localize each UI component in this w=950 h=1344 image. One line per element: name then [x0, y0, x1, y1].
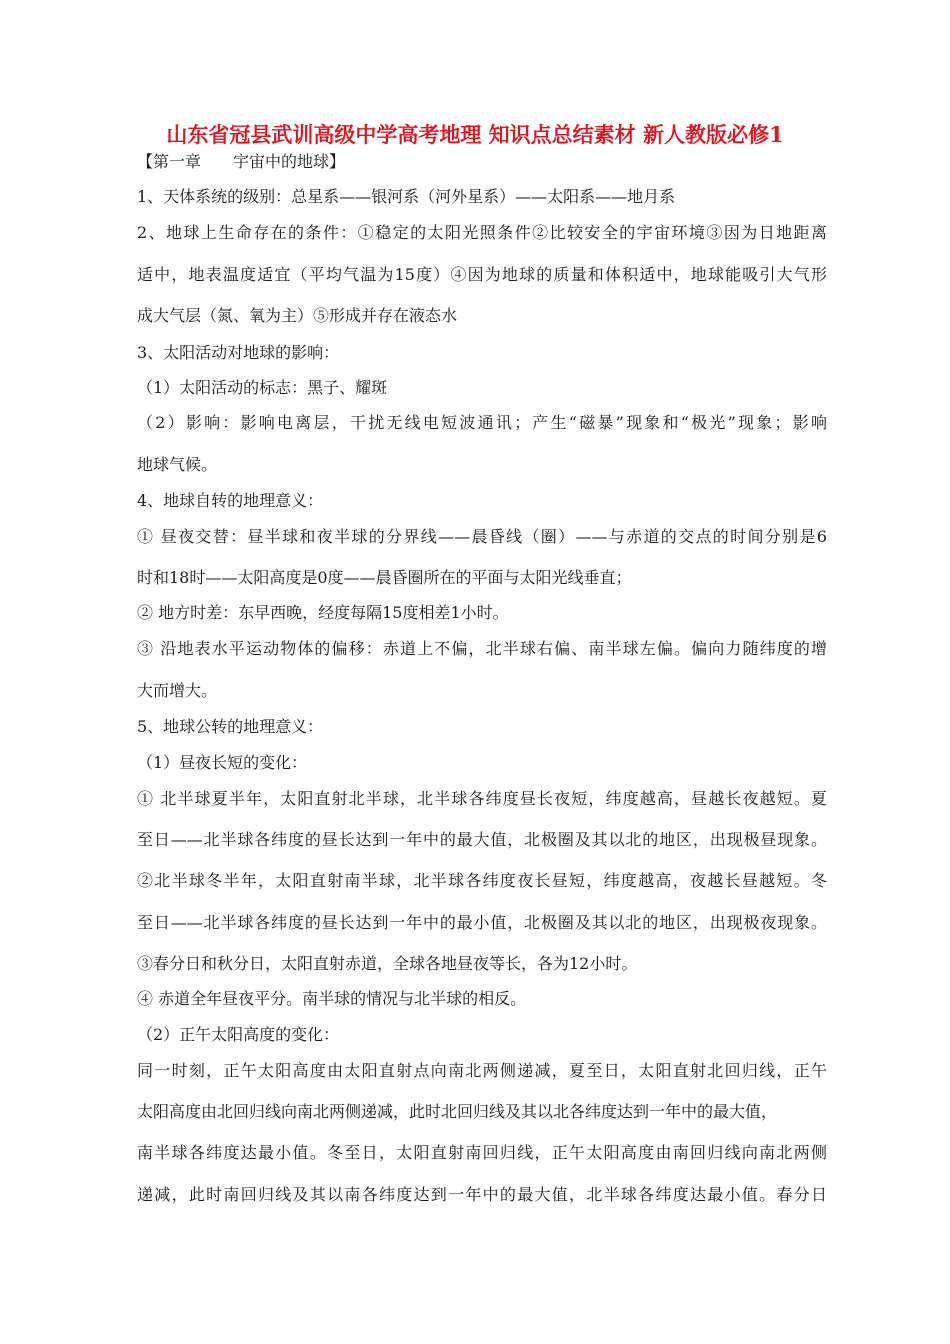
text-line: （2）影响：影响电离层，干扰无线电短波通讯；产生“磁暴”现象和“极光”现象；影响	[137, 413, 827, 432]
text-line: （1）太阳活动的标志：黑子、耀斑	[137, 378, 388, 397]
document-title: 山东省冠县武训高级中学高考地理 知识点总结素材 新人教版必修1	[166, 122, 784, 147]
text-line: 至日——北半球各纬度的昼长达到一年中的最小值，北极圈及其以北的地区，出现极夜现象。	[137, 913, 827, 932]
text-line: 时和18时——太阳高度是0度——晨昏圈所在的平面与太阳光线垂直；	[137, 568, 632, 587]
text-line: （1）昼夜长短的变化：	[137, 753, 308, 772]
text-line: ③ 沿地表水平运动物体的偏移：赤道上不偏，北半球右偏、南半球左偏。偏向力随纬度的增	[137, 639, 827, 658]
text-line: 递减，此时南回归线及其以南各纬度达到一年中的最大值，北半球各纬度达最小值。春分日	[137, 1185, 827, 1204]
text-line: 成大气层（氮、氧为主）⑤形成并存在液态水	[137, 306, 458, 325]
text-line: 地球气候。	[137, 455, 218, 474]
text-line: 适中，地表温度适宜（平均气温为15度）④因为地球的质量和体积适中，地球能吸引大气形	[137, 265, 827, 284]
text-line: （2）正午太阳高度的变化：	[137, 1025, 340, 1044]
text-line: ① 北半球夏半年，太阳直射北半球，北半球各纬度昼长夜短，纬度越高，昼越长夜越短。夏	[137, 789, 827, 808]
text-line: 4、地球自转的地理意义：	[137, 491, 324, 510]
text-line: ②北半球冬半年，太阳直射南半球，北半球各纬度夜长昼短，纬度越高，夜越长昼越短。冬	[137, 871, 827, 890]
text-line: ① 昼夜交替：昼半球和夜半球的分界线——晨昏线（圈）——与赤道的交点的时间分别是6	[137, 527, 827, 546]
text-line: 5、地球公转的地理意义：	[137, 717, 324, 736]
text-line: 1、天体系统的级别：总星系——银河系（河外星系）——太阳系——地月系	[137, 187, 676, 206]
text-line: 太阳高度由北回归线向南北两侧递减，此时北回归线及其以北各纬度达到一年中的最大值，	[137, 1102, 778, 1121]
text-line: ② 地方时差：东早西晚，经度每隔15度相差1小时。	[137, 603, 509, 622]
text-line: 至日——北半球各纬度的昼长达到一年中的最大值，北极圈及其以北的地区，出现极昼现象。	[137, 830, 827, 849]
chapter-heading: 【第一章 宇宙中的地球】	[137, 152, 346, 171]
text-line: ③春分日和秋分日，太阳直射赤道，全球各地昼夜等长，各为12小时。	[137, 954, 638, 973]
text-line: 3、太阳活动对地球的影响：	[137, 343, 340, 362]
text-line: 南半球各纬度达最小值。冬至日，太阳直射南回归线，正午太阳高度由南回归线向南北两侧	[137, 1143, 827, 1162]
text-line: 2、地球上生命存在的条件：①稳定的太阳光照条件②比较安全的宇宙环境③因为日地距离	[137, 223, 827, 242]
text-line: 大而增大。	[137, 681, 218, 700]
text-line: ④ 赤道全年昼夜平分。南半球的情况与北半球的相反。	[137, 989, 527, 1008]
text-line: 同一时刻，正午太阳高度由太阳直射点向南北两侧递减，夏至日，太阳直射北回归线，正午	[137, 1061, 827, 1080]
